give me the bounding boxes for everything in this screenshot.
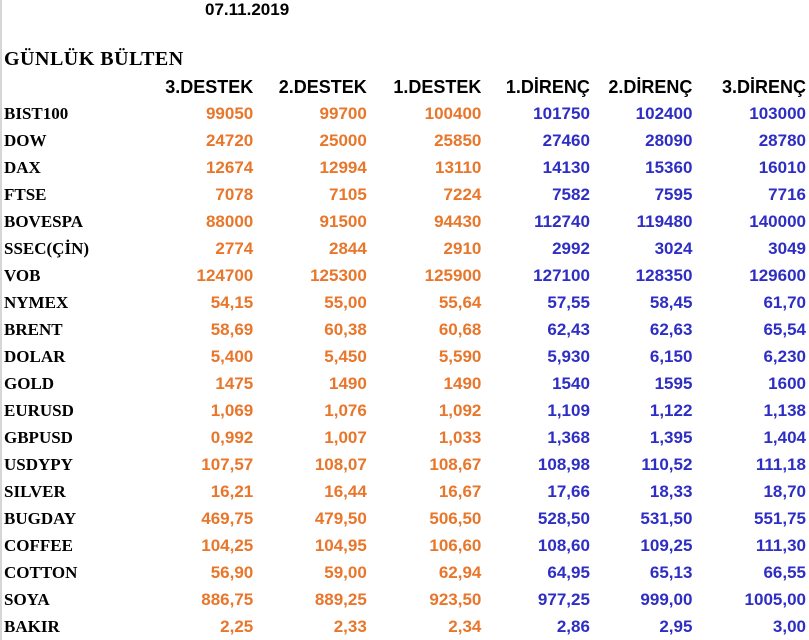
support-value: 886,75 bbox=[201, 589, 254, 609]
support-value: 469,75 bbox=[201, 508, 254, 528]
table-body bbox=[2, 100, 809, 640]
row-label: COFFEE bbox=[4, 535, 73, 555]
resistance-value: 128350 bbox=[635, 265, 693, 285]
table-row bbox=[2, 613, 809, 640]
resistance-value: 14130 bbox=[542, 157, 590, 177]
resistance-value: 64,95 bbox=[547, 562, 590, 582]
resistance-value: 7582 bbox=[552, 184, 590, 204]
support-value: 12994 bbox=[319, 157, 367, 177]
row-label: DOLAR bbox=[4, 346, 66, 366]
support-value: 5,590 bbox=[438, 346, 482, 366]
support-value: 100400 bbox=[424, 103, 482, 123]
support-value: 1,069 bbox=[210, 400, 254, 420]
resistance-value: 16010 bbox=[758, 157, 806, 177]
support-value: 25000 bbox=[319, 130, 367, 150]
resistance-value: 108,98 bbox=[537, 454, 590, 474]
resistance-value: 58,45 bbox=[649, 292, 693, 312]
support-value: 2,25 bbox=[220, 616, 254, 636]
resistance-value: 112740 bbox=[534, 211, 590, 231]
resistance-value: 61,70 bbox=[763, 292, 806, 312]
resistance-value: 62,43 bbox=[547, 319, 590, 339]
resistance-value: 7595 bbox=[654, 184, 693, 204]
support-value: 16,44 bbox=[324, 481, 367, 501]
page-title: GÜNLÜK BÜLTEN bbox=[4, 48, 184, 70]
resistance-value: 111,30 bbox=[755, 535, 806, 555]
resistance-value: 2,95 bbox=[659, 616, 693, 636]
support-value: 25850 bbox=[434, 130, 482, 150]
resistance-value: 1,404 bbox=[763, 427, 806, 447]
resistance-value: 65,54 bbox=[763, 319, 806, 339]
resistance-value: 111,18 bbox=[755, 454, 806, 474]
support-value: 108,67 bbox=[429, 454, 482, 474]
column-header: 3.DESTEK bbox=[165, 76, 254, 97]
resistance-value: 110,52 bbox=[641, 454, 693, 474]
row-label: BIST100 bbox=[4, 103, 69, 123]
resistance-value: 28090 bbox=[645, 130, 693, 150]
support-value: 108,07 bbox=[314, 454, 367, 474]
resistance-value: 28780 bbox=[758, 130, 806, 150]
resistance-value: 3024 bbox=[654, 238, 693, 258]
resistance-value: 119480 bbox=[636, 211, 693, 231]
row-label: SOYA bbox=[4, 589, 50, 609]
resistance-value: 15360 bbox=[645, 157, 693, 177]
report-date: 07.11.2019 bbox=[205, 0, 290, 19]
resistance-value: 18,33 bbox=[649, 481, 693, 501]
table-row bbox=[2, 100, 809, 127]
resistance-value: 6,230 bbox=[763, 346, 806, 366]
table-row bbox=[2, 451, 809, 478]
support-resistance-table bbox=[2, 74, 809, 640]
table-row bbox=[2, 370, 809, 397]
resistance-value: 1,122 bbox=[649, 400, 693, 420]
row-label: COTTON bbox=[4, 562, 78, 582]
support-value: 54,15 bbox=[210, 292, 254, 312]
resistance-value: 17,66 bbox=[547, 481, 590, 501]
resistance-value: 65,13 bbox=[649, 562, 693, 582]
support-value: 125300 bbox=[310, 265, 367, 285]
resistance-value: 1,395 bbox=[649, 427, 693, 447]
support-value: 2,34 bbox=[448, 616, 482, 636]
table-row bbox=[2, 235, 809, 262]
row-label: DAX bbox=[4, 157, 41, 177]
support-value: 1,033 bbox=[438, 427, 482, 447]
resistance-value: 1005,00 bbox=[744, 589, 806, 609]
support-value: 2844 bbox=[328, 238, 367, 258]
resistance-value: 1595 bbox=[654, 373, 693, 393]
resistance-value: 140000 bbox=[749, 211, 806, 231]
resistance-value: 7716 bbox=[768, 184, 806, 204]
support-value: 124700 bbox=[196, 265, 254, 285]
row-label: SSEC(ÇİN) bbox=[4, 238, 90, 258]
support-value: 16,21 bbox=[210, 481, 254, 501]
resistance-value: 3049 bbox=[768, 238, 806, 258]
resistance-value: 1540 bbox=[552, 373, 590, 393]
support-value: 107,57 bbox=[201, 454, 254, 474]
resistance-value: 1,109 bbox=[547, 400, 590, 420]
support-value: 1475 bbox=[215, 373, 254, 393]
support-value: 91500 bbox=[319, 211, 367, 231]
support-value: 60,68 bbox=[438, 319, 482, 339]
support-value: 104,95 bbox=[314, 535, 367, 555]
row-label: DOW bbox=[4, 130, 47, 150]
support-value: 55,64 bbox=[438, 292, 482, 312]
resistance-value: 108,60 bbox=[537, 535, 590, 555]
support-value: 506,50 bbox=[429, 508, 482, 528]
table-row bbox=[2, 424, 809, 451]
support-value: 16,67 bbox=[438, 481, 482, 501]
table-row bbox=[2, 559, 809, 586]
table-row bbox=[2, 343, 809, 370]
support-value: 5,450 bbox=[324, 346, 367, 366]
table-row bbox=[2, 586, 809, 613]
support-value: 7078 bbox=[215, 184, 254, 204]
support-value: 60,38 bbox=[324, 319, 367, 339]
support-value: 94430 bbox=[434, 211, 482, 231]
support-value: 2,33 bbox=[333, 616, 367, 636]
support-value: 24720 bbox=[205, 130, 254, 150]
resistance-value: 57,55 bbox=[547, 292, 590, 312]
support-value: 1,076 bbox=[324, 400, 367, 420]
support-value: 99050 bbox=[205, 103, 254, 123]
row-label: SILVER bbox=[4, 481, 66, 501]
support-value: 13110 bbox=[435, 157, 482, 177]
table-header-row bbox=[2, 74, 809, 100]
support-value: 2774 bbox=[215, 238, 254, 258]
table-row bbox=[2, 289, 809, 316]
resistance-value: 528,50 bbox=[537, 508, 590, 528]
support-value: 5,400 bbox=[210, 346, 254, 366]
table-row bbox=[2, 127, 809, 154]
resistance-value: 6,150 bbox=[649, 346, 693, 366]
resistance-value: 103000 bbox=[749, 103, 806, 123]
support-value: 1,092 bbox=[438, 400, 482, 420]
table-row bbox=[2, 478, 809, 505]
support-value: 479,50 bbox=[314, 508, 367, 528]
column-header: 2.DESTEK bbox=[278, 76, 367, 97]
support-value: 1490 bbox=[443, 373, 482, 393]
support-value: 106,60 bbox=[429, 535, 482, 555]
support-value: 2910 bbox=[443, 238, 482, 258]
row-label: BUGDAY bbox=[4, 508, 77, 528]
support-value: 7224 bbox=[443, 184, 482, 204]
resistance-value: 1,138 bbox=[763, 400, 806, 420]
column-header: 3.DİRENÇ bbox=[721, 76, 806, 97]
table-row bbox=[2, 181, 809, 208]
resistance-value: 66,55 bbox=[763, 562, 806, 582]
column-header: 2.DİRENÇ bbox=[608, 76, 693, 97]
row-label: VOB bbox=[4, 265, 41, 285]
resistance-value: 531,50 bbox=[640, 508, 693, 528]
resistance-value: 999,00 bbox=[640, 589, 693, 609]
resistance-value: 1,368 bbox=[547, 427, 590, 447]
row-label: USDYPY bbox=[4, 454, 73, 474]
support-value: 104,25 bbox=[201, 535, 254, 555]
support-value: 62,94 bbox=[438, 562, 482, 582]
resistance-value: 62,63 bbox=[649, 319, 693, 339]
column-header: 1.DİRENÇ bbox=[505, 76, 590, 97]
support-value: 7105 bbox=[328, 184, 367, 204]
resistance-value: 2,86 bbox=[556, 616, 590, 636]
table-row bbox=[2, 154, 809, 181]
support-value: 1490 bbox=[328, 373, 367, 393]
resistance-value: 2992 bbox=[552, 238, 590, 258]
resistance-value: 27460 bbox=[542, 130, 590, 150]
resistance-value: 551,75 bbox=[754, 508, 806, 528]
row-label: BAKIR bbox=[4, 616, 60, 636]
support-value: 889,25 bbox=[314, 589, 367, 609]
support-value: 59,00 bbox=[324, 562, 367, 582]
table-row bbox=[2, 316, 809, 343]
resistance-value: 5,930 bbox=[547, 346, 590, 366]
support-value: 12674 bbox=[205, 157, 254, 177]
support-value: 55,00 bbox=[324, 292, 367, 312]
column-header: 1.DESTEK bbox=[393, 76, 482, 97]
table-row bbox=[2, 532, 809, 559]
support-value: 88000 bbox=[205, 211, 254, 231]
support-value: 99700 bbox=[319, 103, 367, 123]
table-row bbox=[2, 262, 809, 289]
resistance-value: 3,00 bbox=[772, 616, 806, 636]
table-row bbox=[2, 208, 809, 235]
corner-cell bbox=[2, 74, 148, 100]
resistance-value: 101750 bbox=[533, 103, 590, 123]
support-value: 125900 bbox=[424, 265, 482, 285]
row-label: GOLD bbox=[4, 373, 55, 393]
row-label: BOVESPA bbox=[4, 211, 84, 231]
table-row bbox=[2, 505, 809, 532]
resistance-value: 18,70 bbox=[763, 481, 806, 501]
row-label: EURUSD bbox=[4, 400, 74, 420]
support-value: 1,007 bbox=[324, 427, 367, 447]
resistance-value: 129600 bbox=[749, 265, 806, 285]
support-value: 0,992 bbox=[210, 427, 254, 447]
row-label: BRENT bbox=[4, 319, 63, 339]
row-label: NYMEX bbox=[4, 292, 69, 312]
table-row bbox=[2, 397, 809, 424]
resistance-value: 1600 bbox=[768, 373, 806, 393]
resistance-value: 977,25 bbox=[537, 589, 590, 609]
support-value: 56,90 bbox=[210, 562, 254, 582]
support-value: 923,50 bbox=[429, 589, 482, 609]
row-label: FTSE bbox=[4, 184, 47, 204]
support-value: 58,69 bbox=[210, 319, 254, 339]
resistance-value: 127100 bbox=[533, 265, 590, 285]
row-label: GBPUSD bbox=[4, 427, 73, 447]
resistance-value: 109,25 bbox=[640, 535, 693, 555]
resistance-value: 102400 bbox=[635, 103, 693, 123]
